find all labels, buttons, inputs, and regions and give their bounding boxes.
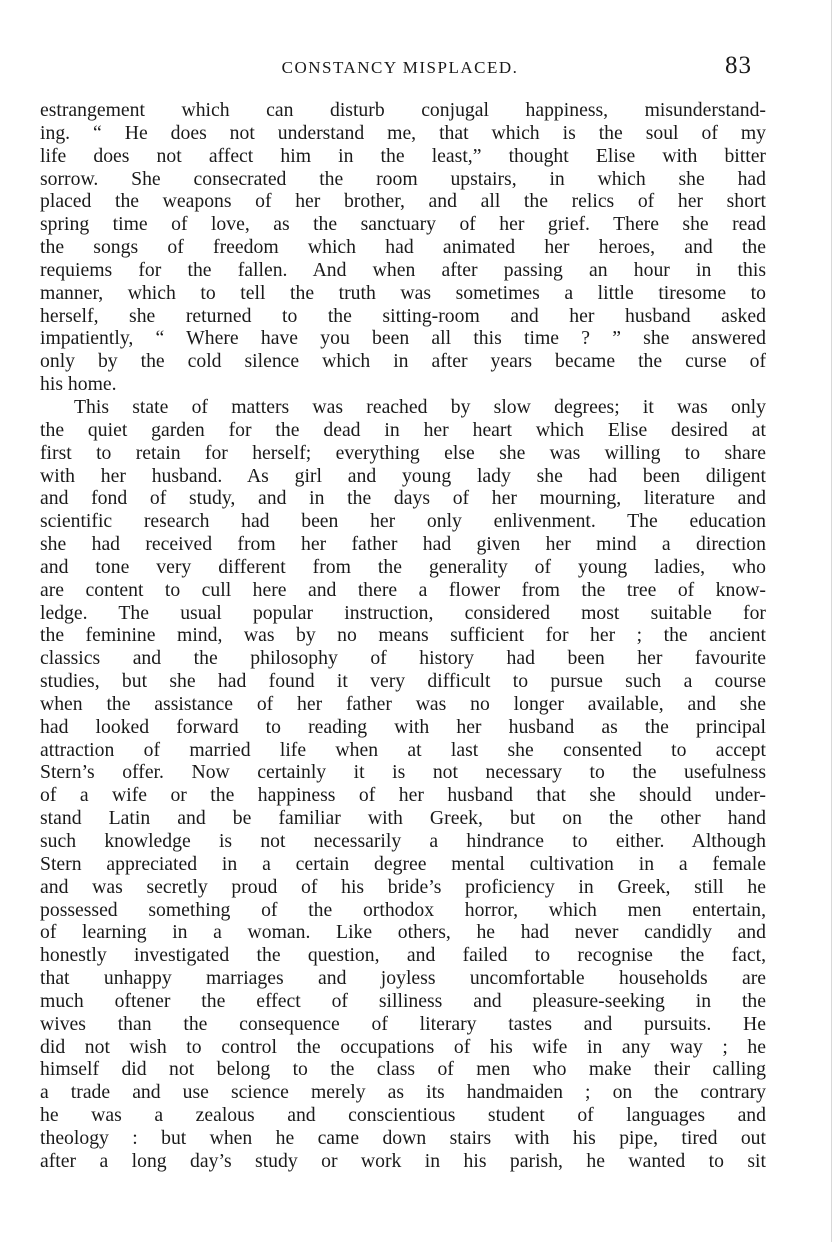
text-line: his home. [40,373,117,396]
text-line: the songs of freedom which had animated her heroes, and the [40,236,766,259]
text-line: spring time of love, as the sanctuary of her grief. There she read [40,213,766,236]
text-line: estrangement which can disturb conjugal happiness, misunderstand- [40,99,766,121]
text-line: requiems for the fallen. And when after passing an hour in this [40,258,766,281]
running-title: CONSTANCY MISPLACED. [281,58,519,77]
text-line: himself did not belong to the class of men who make their calling [40,1058,766,1081]
text-line: herself, she returned to the sitting-room and her husband asked [40,304,766,327]
text-line: ledge. The usual popular instruction, considered most suitable for [40,601,766,624]
text-line: that unhappy marriages and joyless uncomfortable households are [40,967,766,990]
running-head [40,52,760,84]
text-line: theology : but when he came down stairs with his pipe, tired out [40,1126,766,1149]
text-line: and tone very different from the generality of young ladies, who [40,555,766,578]
text-line: wives than the consequence of literary tastes and pursuits. He [40,1012,766,1035]
text-line: of a wife or the happiness of her husband that she should under- [40,784,766,807]
text-line: he was a zealous and conscientious student of languages and [40,1104,766,1127]
text-line: first to retain for herself; everything else she was willing to share [40,441,766,464]
text-line: when the assistance of her father was no longer available, and she [40,692,766,715]
body-text [40,99,766,1173]
text-line: This state of matters was reached by slow degrees; it was only [74,395,766,418]
text-line: stand Latin and be familiar with Greek, but on the other hand [40,807,766,830]
text-line: and fond of study, and in the days of her mourning, literature and [40,487,766,510]
page-edge [831,0,832,1242]
text-line: manner, which to tell the truth was sometimes a little tiresome to [40,281,766,304]
text-line: she had received from her father had given her mind a direction [40,533,766,556]
text-line: impatiently, “ Where have you been all this time ? ” she answered [40,327,766,350]
text-line: Stern appreciated in a certain degree mental cultivation in a female [40,852,766,875]
text-line: the feminine mind, was by no means sufficient for her ; the ancient [40,624,766,647]
paragraph [40,99,766,396]
text-line: with her husband. As girl and young lady she had been diligent [40,464,766,487]
text-line: of learning in a woman. Like others, he had never candidly and [40,921,766,944]
text-line: possessed something of the orthodox horror, which men entertain, [40,898,766,921]
text-line: had looked forward to reading with her husband as the principal [40,715,766,738]
text-line: studies, but she had found it very difficult to pursue such a course [40,670,766,693]
text-line: ing. “ He does not understand me, that which is the soul of my [40,121,766,144]
text-line: classics and the philosophy of history had been her favourite [40,647,766,670]
text-line: did not wish to control the occupations of his wife in any way ; he [40,1035,766,1058]
text-line: a trade and use science merely as its handmaiden ; on the contrary [40,1081,766,1104]
text-line: attraction of married life when at last she consented to accept [40,738,766,761]
text-line: sorrow. She consecrated the room upstairs, in which she had [40,167,766,190]
text-line: Stern’s offer. Now certainly it is not necessary to the usefulness [40,761,766,784]
text-line: honestly investigated the question, and failed to recognise the fact, [40,944,766,967]
page-number: 83 [725,52,752,79]
text-line: much oftener the effect of silliness and pleasure-seeking in the [40,989,766,1012]
text-line: after a long day’s study or work in his parish, he wanted to sit [40,1149,766,1172]
paragraph [40,396,766,1173]
text-line: only by the cold silence which in after years became the curse of [40,350,766,373]
text-line: scientific research had been her only enlivenment. The education [40,510,766,533]
text-line: placed the weapons of her brother, and all the relics of her short [40,190,766,213]
text-line: are content to cull here and there a flower from the tree of know- [40,578,766,601]
text-line: and was secretly proud of his bride’s proficiency in Greek, still he [40,875,766,898]
text-line: such knowledge is not necessarily a hindrance to either. Although [40,830,766,852]
text-line: the quiet garden for the dead in her heart which Elise desired at [40,418,766,441]
text-line: life does not affect him in the least,” thought Elise with bitter [40,144,766,167]
